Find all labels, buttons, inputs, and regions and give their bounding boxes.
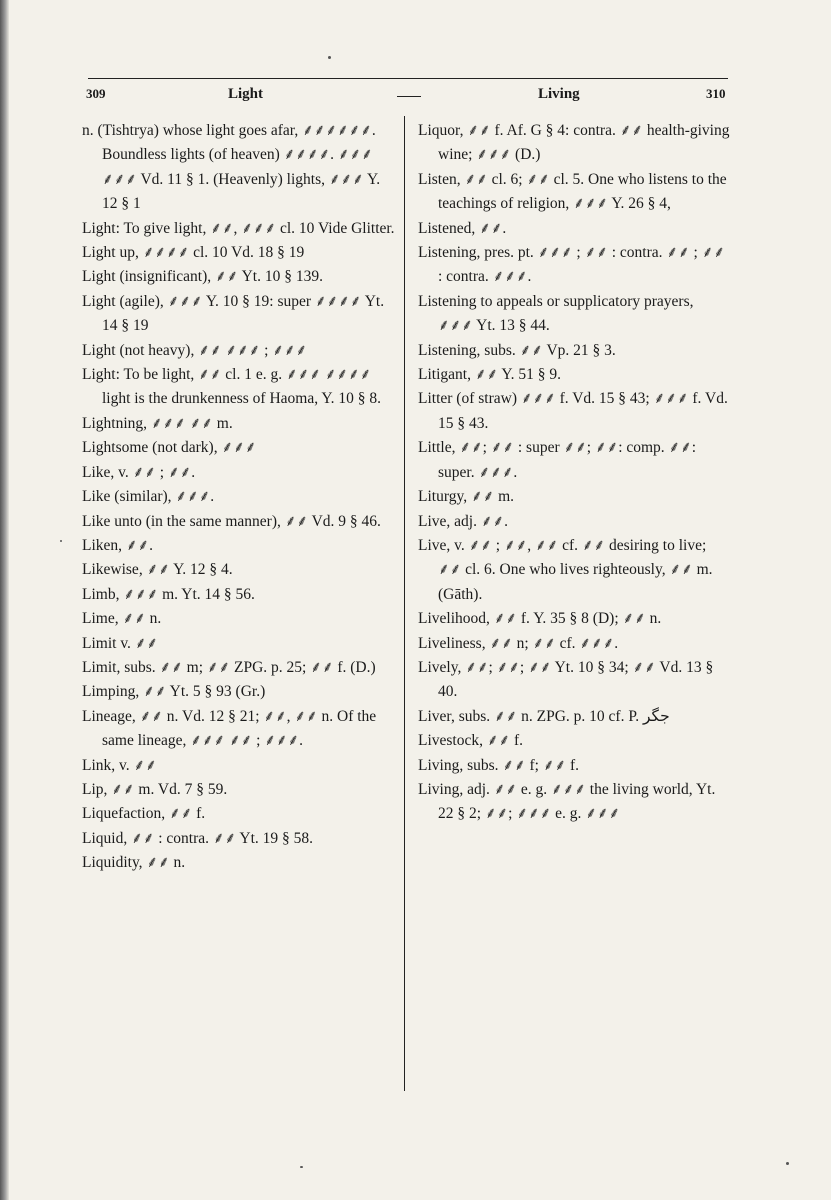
dictionary-entry: Living, subs. ⸙⸙ f; ⸙⸙ f. xyxy=(418,756,580,774)
top-rule xyxy=(88,78,728,79)
dictionary-entry: Limit, subs. ⸙⸙ m; ⸙⸙ ZPG. p. 25; ⸙⸙ f. (D.) xyxy=(82,658,376,676)
dictionary-entry: Likewise, ⸙⸙ Y. 12 § 4. xyxy=(82,561,233,579)
dictionary-entry: Liturgy, ⸙⸙ m. xyxy=(418,488,515,506)
dictionary-entry: Liquefaction, ⸙⸙ f. xyxy=(82,805,206,823)
ink-speck xyxy=(300,1166,303,1168)
dictionary-entry: Light (agile), ⸙⸙⸙ Y. 10 § 19: super ⸙⸙⸙⸙ Yt. 14 § 19 xyxy=(82,292,385,335)
ink-speck xyxy=(786,1162,789,1165)
dictionary-entry: Liken, ⸙⸙. xyxy=(82,536,154,554)
dictionary-entry: Lip, ⸙⸙ m. Vd. 7 § 59. xyxy=(82,780,228,798)
dictionary-entry: Liver, subs. ⸙⸙ n. ZPG. p. 10 cf. P. جگر xyxy=(418,707,670,725)
dictionary-entry: Living, adj. ⸙⸙ e. g. ⸙⸙⸙ the living world, Yt. 22 § 2; ⸙⸙; ⸙⸙⸙ e. g. ⸙⸙⸙ xyxy=(418,780,716,823)
dictionary-entry: Livelihood, ⸙⸙ f. Y. 35 § 8 (D); ⸙⸙ n. xyxy=(418,610,662,628)
dictionary-entry: Light (insignificant), ⸙⸙ Yt. 10 § 139. xyxy=(82,268,323,286)
dictionary-entry: Liquidity, ⸙⸙ n. xyxy=(82,854,186,872)
dictionary-entry: Lineage, ⸙⸙ n. Vd. 12 § 21; ⸙⸙, ⸙⸙ n. Of the same lineage, ⸙⸙⸙ ⸙⸙ ; ⸙⸙⸙. xyxy=(82,707,377,750)
dictionary-entry: Listening to appeals or supplicatory prayers, ⸙⸙⸙ Yt. 13 § 44. xyxy=(418,292,694,335)
dictionary-entry: Lime, ⸙⸙ n. xyxy=(82,610,162,628)
running-head-right: Living xyxy=(538,86,580,102)
dictionary-entry: Listen, ⸙⸙ cl. 6; ⸙⸙ cl. 5. One who listens to the teachings of religion, ⸙⸙⸙ Y. 26 § 4, xyxy=(418,170,727,213)
column-divider xyxy=(404,116,405,1091)
dictionary-entry: Litter (of straw) ⸙⸙⸙ f. Vd. 15 § 43; ⸙⸙⸙ f. Vd. 15 § 43. xyxy=(418,390,728,432)
dictionary-entry: Lively, ⸙⸙; ⸙⸙; ⸙⸙ Yt. 10 § 34; ⸙⸙ Vd. 13 § 40. xyxy=(418,658,714,701)
dictionary-entry: Lightning, ⸙⸙⸙ ⸙⸙ m. xyxy=(82,414,233,432)
dictionary-entry: Listening, pres. pt. ⸙⸙⸙ ; ⸙⸙ : contra. ⸙⸙ ; ⸙⸙ : contra. ⸙⸙⸙. xyxy=(418,244,725,286)
dictionary-entry: Link, v. ⸙⸙ xyxy=(82,756,157,774)
dictionary-entry: Livestock, ⸙⸙ f. xyxy=(418,732,524,750)
dictionary-entry: Listened, ⸙⸙. xyxy=(418,219,507,237)
dictionary-entry: Limit v. ⸙⸙ xyxy=(82,634,159,652)
dictionary-entry: Light (not heavy), ⸙⸙ ⸙⸙⸙ ; ⸙⸙⸙ xyxy=(82,341,308,359)
dictionary-entry: Liveliness, ⸙⸙ n; ⸙⸙ cf. ⸙⸙⸙. xyxy=(418,634,619,652)
dictionary-entry: Limping, ⸙⸙ Yt. 5 § 93 (Gr.) xyxy=(82,683,266,701)
ink-speck xyxy=(328,56,331,59)
dictionary-entry: Litigant, ⸙⸙ Y. 51 § 9. xyxy=(418,366,561,384)
dictionary-entry: Live, v. ⸙⸙ ; ⸙⸙, ⸙⸙ cf. ⸙⸙ desiring to live; ⸙⸙ cl. 6. One who lives righteously, ⸙⸙ m. (Gāth). xyxy=(418,536,713,603)
page-number-left: 309 xyxy=(86,86,106,101)
page-binding-shadow xyxy=(0,0,9,1200)
running-head-left: Light xyxy=(228,86,264,102)
dictionary-entry: Lightsome (not dark), ⸙⸙⸙ xyxy=(82,439,257,457)
dictionary-entry: Listening, subs. ⸙⸙ Vp. 21 § 3. xyxy=(418,341,616,359)
ink-speck xyxy=(60,540,62,542)
running-header xyxy=(0,86,831,110)
dictionary-entry: Limb, ⸙⸙⸙ m. Yt. 14 § 56. xyxy=(82,585,255,603)
right-column xyxy=(418,119,730,827)
page-number-right: 310 xyxy=(706,86,726,101)
dictionary-entry: Like, v. ⸙⸙ ; ⸙⸙. xyxy=(82,463,196,481)
dictionary-entry: Light: To be light, ⸙⸙ cl. 1 e. g. ⸙⸙⸙ ⸙⸙⸙⸙ light is the drunkenness of Haoma, Y. 10 § 8. xyxy=(82,366,381,408)
dictionary-entry: Like unto (in the same manner), ⸙⸙ Vd. 9 § 46. xyxy=(82,512,381,530)
dictionary-entry: Liquor, ⸙⸙ f. Af. G § 4: contra. ⸙⸙ health-giving wine; ⸙⸙⸙ (D.) xyxy=(418,122,730,164)
dictionary-entry: Light up, ⸙⸙⸙⸙ cl. 10 Vd. 18 § 19 xyxy=(82,244,305,262)
dictionary-entry: Live, adj. ⸙⸙. xyxy=(418,512,508,530)
dictionary-entry: Light: To give light, ⸙⸙, ⸙⸙⸙ cl. 10 Vide Glitter. xyxy=(82,219,395,237)
dictionary-entry: Liquid, ⸙⸙ : contra. ⸙⸙ Yt. 19 § 58. xyxy=(82,829,314,847)
left-column xyxy=(82,119,395,876)
dictionary-entry: Like (similar), ⸙⸙⸙. xyxy=(82,488,215,506)
header-dash xyxy=(397,96,421,97)
dictionary-entry: Little, ⸙⸙; ⸙⸙ : super ⸙⸙; ⸙⸙: comp. ⸙⸙: super. ⸙⸙⸙. xyxy=(418,439,697,481)
dictionary-entry: n. (Tishtrya) whose light goes afar, ⸙⸙⸙⸙⸙⸙. Boundless lights (of heaven) ⸙⸙⸙⸙. ⸙⸙⸙ ⸙⸙⸙ Vd. 11 § 1. (Heavenly) lights, ⸙⸙⸙ Y. 12 § 1 xyxy=(82,122,381,213)
